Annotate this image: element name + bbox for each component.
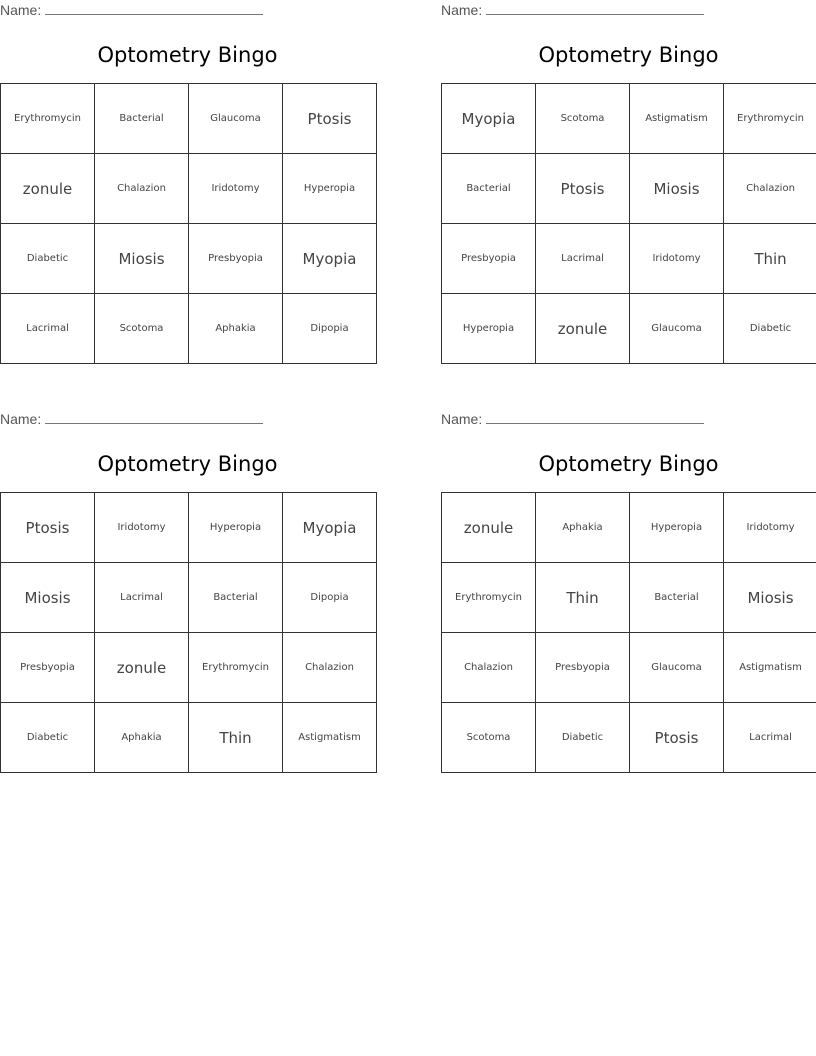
bingo-cell: Bacterial	[442, 154, 536, 224]
name-label: Name:	[0, 2, 42, 18]
bingo-cell: Hyperopia	[630, 493, 724, 563]
bingo-cell: Aphakia	[536, 493, 630, 563]
bingo-cell: Hyperopia	[189, 493, 283, 563]
bingo-cell: Chalazion	[95, 154, 189, 224]
bingo-cell: Miosis	[630, 154, 724, 224]
grid-row	[1, 633, 377, 703]
bingo-cell: Erythromycin	[1, 84, 95, 154]
name-blank-line[interactable]	[45, 411, 263, 424]
name-field[interactable]	[441, 411, 704, 429]
bingo-cell: Bacterial	[630, 563, 724, 633]
grid-row	[442, 633, 816, 703]
bingo-cell: Bacterial	[95, 84, 189, 154]
bingo-cell: Ptosis	[536, 154, 630, 224]
grid-row	[442, 703, 816, 773]
bingo-cell: zonule	[536, 294, 630, 364]
bingo-cell: Aphakia	[189, 294, 283, 364]
grid-row	[1, 294, 377, 364]
bingo-grid	[0, 83, 377, 364]
bingo-cell: Bacterial	[189, 563, 283, 633]
bingo-cell: Hyperopia	[442, 294, 536, 364]
bingo-cell: Scotoma	[95, 294, 189, 364]
grid-row	[442, 493, 816, 563]
name-label: Name:	[441, 2, 483, 18]
bingo-cell: Erythromycin	[724, 84, 816, 154]
bingo-cell: Miosis	[1, 563, 95, 633]
bingo-cell: Erythromycin	[442, 563, 536, 633]
bingo-cell: Myopia	[283, 224, 377, 294]
bingo-cell: Aphakia	[95, 703, 189, 773]
bingo-cell: Ptosis	[630, 703, 724, 773]
bingo-grid	[441, 492, 816, 773]
grid-row	[1, 154, 377, 224]
grid-row	[1, 224, 377, 294]
name-blank-line[interactable]	[486, 2, 704, 15]
card-title: Optometry Bingo	[97, 452, 278, 476]
bingo-grid	[0, 492, 377, 773]
bingo-cell: Iridotomy	[189, 154, 283, 224]
grid-row	[1, 493, 377, 563]
bingo-cell: Chalazion	[724, 154, 816, 224]
bingo-cell: Lacrimal	[536, 224, 630, 294]
name-field[interactable]	[0, 2, 263, 20]
card-title: Optometry Bingo	[538, 452, 719, 476]
bingo-cell: Miosis	[724, 563, 816, 633]
grid-row	[1, 84, 377, 154]
bingo-cell: Miosis	[95, 224, 189, 294]
bingo-cell: Scotoma	[536, 84, 630, 154]
bingo-cell: Lacrimal	[724, 703, 816, 773]
grid-row	[442, 84, 816, 154]
bingo-cell: Ptosis	[1, 493, 95, 563]
bingo-cell: Lacrimal	[95, 563, 189, 633]
bingo-cell: Astigmatism	[630, 84, 724, 154]
grid-row	[1, 563, 377, 633]
name-label: Name:	[441, 411, 483, 427]
grid-row	[442, 224, 816, 294]
bingo-cell: Thin	[536, 563, 630, 633]
name-blank-line[interactable]	[45, 2, 263, 15]
bingo-cell: Hyperopia	[283, 154, 377, 224]
bingo-cell: Iridotomy	[95, 493, 189, 563]
bingo-cell: Diabetic	[536, 703, 630, 773]
grid-row	[442, 294, 816, 364]
grid-row	[1, 703, 377, 773]
bingo-cell: zonule	[1, 154, 95, 224]
bingo-cell: zonule	[95, 633, 189, 703]
name-blank-line[interactable]	[486, 411, 704, 424]
name-field[interactable]	[0, 411, 263, 429]
bingo-cell: Presbyopia	[442, 224, 536, 294]
bingo-cell: Astigmatism	[283, 703, 377, 773]
bingo-cell: Thin	[189, 703, 283, 773]
bingo-cell: Myopia	[442, 84, 536, 154]
bingo-cell: Dipopia	[283, 294, 377, 364]
bingo-cell: Diabetic	[724, 294, 816, 364]
bingo-cell: Scotoma	[442, 703, 536, 773]
name-field[interactable]	[441, 2, 704, 20]
bingo-cell: Diabetic	[1, 703, 95, 773]
name-label: Name:	[0, 411, 42, 427]
bingo-cell: Myopia	[283, 493, 377, 563]
grid-row	[442, 563, 816, 633]
bingo-cell: Glaucoma	[630, 633, 724, 703]
bingo-cell: Ptosis	[283, 84, 377, 154]
bingo-cell: zonule	[442, 493, 536, 563]
bingo-cell: Thin	[724, 224, 816, 294]
bingo-cell: Glaucoma	[189, 84, 283, 154]
bingo-cell: Presbyopia	[536, 633, 630, 703]
card-title: Optometry Bingo	[97, 43, 278, 67]
bingo-cell: Glaucoma	[630, 294, 724, 364]
bingo-cell: Erythromycin	[189, 633, 283, 703]
bingo-cell: Lacrimal	[1, 294, 95, 364]
bingo-cell: Chalazion	[283, 633, 377, 703]
bingo-cell: Chalazion	[442, 633, 536, 703]
bingo-cell: Presbyopia	[189, 224, 283, 294]
bingo-cell: Presbyopia	[1, 633, 95, 703]
bingo-grid	[441, 83, 816, 364]
bingo-cell: Iridotomy	[724, 493, 816, 563]
card-title: Optometry Bingo	[538, 43, 719, 67]
bingo-cell: Dipopia	[283, 563, 377, 633]
bingo-cell: Diabetic	[1, 224, 95, 294]
bingo-cell: Astigmatism	[724, 633, 816, 703]
bingo-cell: Iridotomy	[630, 224, 724, 294]
grid-row	[442, 154, 816, 224]
